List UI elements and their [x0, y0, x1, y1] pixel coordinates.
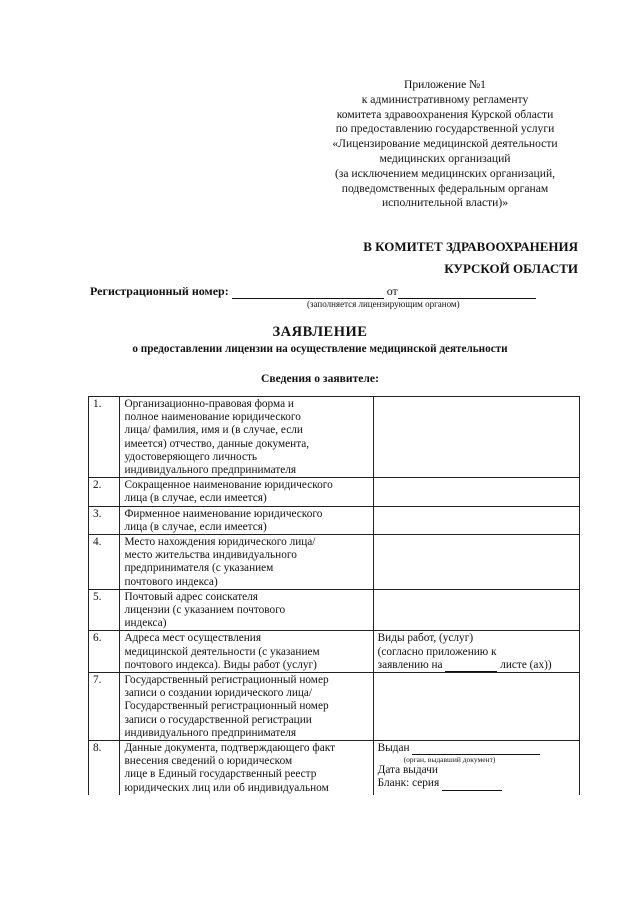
- row-number: 2.: [89, 478, 120, 506]
- row-number: 3.: [89, 506, 120, 534]
- row-description: [120, 397, 373, 478]
- desc-line: лицензии (с указанием почтового: [124, 604, 286, 617]
- appendix-line: исполнительной власти)»: [381, 196, 509, 210]
- value-line: (согласно приложению к: [377, 645, 497, 658]
- document-subtitle: о предоставлении лицензии на осуществление медицинской деятельности: [132, 343, 508, 355]
- row-value-field[interactable]: [373, 673, 579, 741]
- addressee-line-2: КУРСКОЙ ОБЛАСТИ: [444, 261, 578, 276]
- value-text: Выдан: [377, 742, 410, 755]
- table-row: [89, 631, 580, 673]
- appendix-line: Приложение №1: [404, 78, 486, 91]
- desc-line: Государственный регистрационный номер: [124, 674, 329, 687]
- row-number: 7.: [89, 673, 120, 741]
- desc-line: медицинской деятельности (с указанием: [124, 645, 320, 658]
- appendix-line: «Лицензирование медицинской деятельности: [332, 137, 558, 151]
- row-description: [120, 741, 373, 795]
- desc-line: предпринимателя (с указанием: [124, 562, 274, 575]
- value-line: [378, 777, 575, 790]
- registration-date-field[interactable]: [398, 286, 536, 299]
- addressee-line-1: В КОМИТЕТ ЗДРАВООХРАНЕНИЯ: [363, 239, 578, 254]
- value-text: заявлению на: [377, 658, 443, 671]
- value-line: [378, 659, 575, 672]
- work-types-cell: [373, 631, 579, 673]
- desc-line: Адреса мест осуществления: [124, 632, 262, 645]
- row-value-field[interactable]: [373, 506, 579, 534]
- row-value-field[interactable]: [373, 478, 579, 506]
- desc-line: внесения сведений о юридическом: [124, 755, 293, 768]
- table-row: [89, 478, 580, 506]
- registration-note: (заполняется лицензирующим органом): [307, 299, 460, 309]
- blank-series-field[interactable]: [442, 779, 502, 791]
- row-description: [120, 631, 373, 673]
- desc-line: Организационно-правовая форма и: [124, 398, 294, 410]
- issued-document-cell: [373, 741, 579, 795]
- appendix-line: подведомственных федеральным органам: [341, 181, 549, 195]
- desc-line: почтового индекса). Виды работ (услуг): [124, 658, 317, 671]
- registration-line: [90, 284, 536, 299]
- issued-by-field[interactable]: [412, 743, 540, 755]
- appendix-header: [300, 78, 590, 211]
- addressee: [363, 236, 578, 280]
- desc-line: Почтовый адрес соискателя: [124, 590, 258, 603]
- registration-number-field[interactable]: [232, 286, 384, 299]
- row-number: 5.: [89, 589, 120, 631]
- value-line: Виды работ, (услуг): [377, 632, 474, 645]
- desc-line: лица (в случае, если имеется): [124, 520, 267, 533]
- value-line: [378, 742, 575, 755]
- table-row: [89, 506, 580, 534]
- desc-line: имеется) отчество, данные документа,: [124, 437, 310, 450]
- appendix-line: (за исключением медицинских организаций,: [334, 166, 556, 180]
- desc-line: записи о создании юридического лица/: [124, 687, 313, 700]
- row-value-field[interactable]: [373, 397, 579, 478]
- row-value-field[interactable]: [373, 535, 579, 590]
- value-text: листе (ах)): [500, 658, 552, 671]
- desc-line: индивидуального предпринимателя: [124, 464, 297, 477]
- row-description: [120, 478, 373, 506]
- row-number: 6.: [89, 631, 120, 673]
- registration-label: Регистрационный номер:: [90, 284, 229, 298]
- table-row: [89, 397, 580, 478]
- row-number: 1.: [89, 397, 120, 478]
- desc-line: Государственный регистрационный номер: [124, 700, 329, 713]
- desc-line: удостоверяющего личность: [124, 450, 258, 463]
- row-description: [120, 673, 373, 741]
- section-title: Сведения о заявителе:: [261, 372, 379, 385]
- row-description: [120, 589, 373, 631]
- desc-line: Данные документа, подтверждающего факт: [124, 742, 336, 755]
- value-text: Бланк: серия: [377, 777, 440, 790]
- applicant-info-table: [88, 396, 580, 795]
- desc-line: индивидуального предпринимателя: [124, 726, 297, 739]
- desc-line: лица/ фамилия, имя и (в случае, если: [124, 424, 303, 437]
- appendix-line: к административному регламенту: [361, 92, 529, 106]
- row-number: 4.: [89, 535, 120, 590]
- registration-from-label: от: [386, 284, 398, 298]
- desc-line: лице в Единый государственный реестр: [124, 768, 317, 781]
- desc-line: место жительства индивидуального: [124, 549, 297, 562]
- appendix-line: медицинских организаций: [379, 151, 511, 165]
- row-number: 8.: [89, 741, 120, 795]
- row-description: [120, 506, 373, 534]
- desc-line: лица (в случае, если имеется): [124, 492, 267, 505]
- desc-line: индекса): [124, 617, 167, 630]
- desc-line: Фирменное наименование юридического: [124, 507, 323, 520]
- desc-line: полное наименование юридического: [124, 411, 301, 424]
- table-row: [89, 589, 580, 631]
- row-description: [120, 535, 373, 590]
- document-title: ЗАЯВЛЕНИЕ: [272, 324, 368, 340]
- issued-by-note: (орган, выдавший документ): [403, 755, 496, 765]
- table-row: [89, 741, 580, 795]
- table-row: [89, 673, 580, 741]
- issue-date-label: Дата выдачи: [377, 764, 438, 777]
- desc-line: Сокращенное наименование юридического: [124, 479, 333, 492]
- desc-line: почтового индекса): [124, 575, 218, 588]
- desc-line: записи о государственной регистрации: [124, 713, 312, 726]
- sheet-count-field[interactable]: [445, 660, 497, 672]
- table-row: [89, 535, 580, 590]
- appendix-line: комитета здравоохранения Курской области: [336, 107, 554, 121]
- row-value-field[interactable]: [373, 589, 579, 631]
- desc-line: Место нахождения юридического лица/: [124, 536, 316, 549]
- desc-line: юридических лиц или об индивидуальном: [124, 781, 329, 794]
- appendix-line: по предоставлению государственной услуги: [335, 122, 555, 136]
